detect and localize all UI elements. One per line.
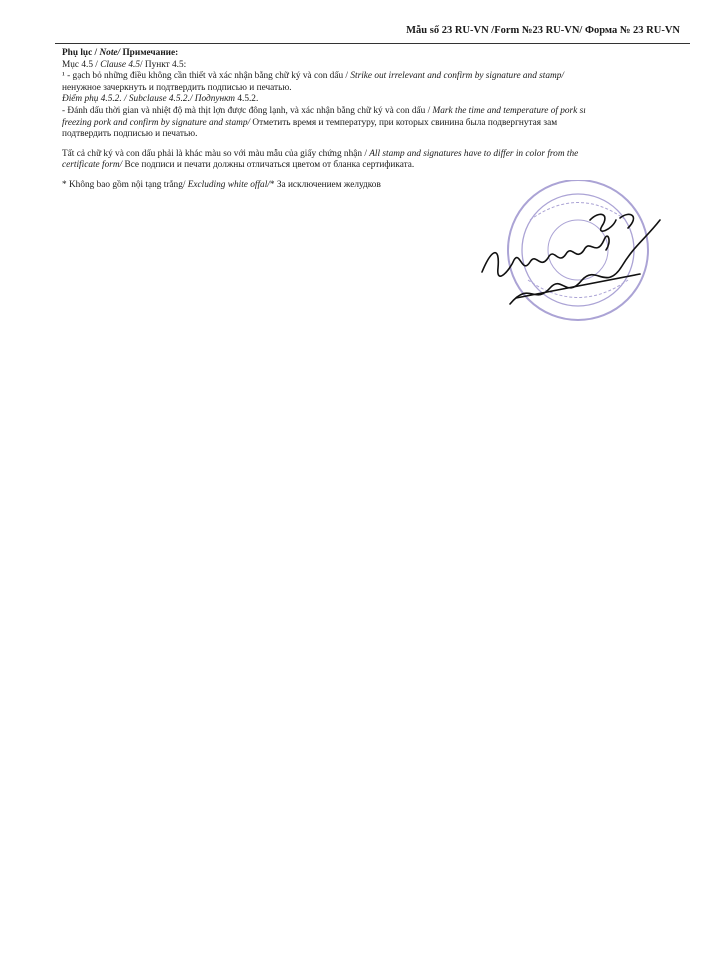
color-line [62,149,702,161]
subclause-line [62,94,702,106]
mark-line-3 [62,129,702,141]
mark-ru-2: подтвердить подписью и печатью. [62,129,198,140]
offal-vn: * Không bao gồm nội tạng trắng/ [62,179,188,190]
color-vn: Tất cả chữ ký và con dấu phải là khác màu so với màu mẫu của giấy chứng nhận / [62,148,370,159]
strike-line [62,71,702,83]
subclause-ru-num: 4.5.2. [235,94,259,105]
notes-title-en: Note/ [99,48,121,58]
subclause-vn: Điểm phụ 4.5.2. / [62,94,129,105]
subclause-en: Subclause 4.5.2./ [128,94,195,105]
notes-section [62,48,702,192]
notes-title-ru: Примечание: [120,48,179,58]
header-divider [55,43,690,44]
mark-line-2 [62,118,702,130]
color-line-2 [62,160,702,172]
strike-en: Strike out irrelevant and confirm by signature and stamp/ [350,71,564,82]
subclause-ru-label: Подпункт [194,94,236,105]
strike-marker: ¹ [62,71,65,82]
strike-ru: ненужное зачеркнуть и подтвердить подписью и печатью. [62,82,292,93]
color-en-1: All stamp and signatures have to differ in color from the [369,148,579,159]
notes-title-vn: Phụ lục / [62,48,100,58]
form-number-header: Mẫu số 23 RU-VN /Form №23 RU-VN/ Форма № 23 RU-VN [406,25,680,36]
official-stamp-icon [470,180,670,350]
mark-vn: - Đánh dấu thời gian và nhiệt độ mà thịt lợn được đông lạnh, và xác nhận bằng chữ ký và con dấu / [62,105,433,116]
mark-ru-1: Отметить время и температуру, при которых свинина была подвергнутая зам [250,117,558,128]
clause-line [62,60,702,72]
color-ru: Все подписи и печати должны отличаться цветом от бланка сертификата. [122,160,415,171]
mark-en-2: freezing pork and confirm by signature and stamp/ [62,117,251,128]
offal-en: Excluding white offal/ [187,179,270,190]
color-en-2: certificate form/ [62,160,123,171]
strike-ru-line [62,83,702,95]
mark-line [62,106,702,118]
clause-ru: / Пункт 4.5: [140,59,187,70]
mark-en-1: Mark the time and temperature of pork sı [432,105,586,116]
offal-ru: * За исключением желудков [269,179,381,190]
stamp-and-signature [470,180,670,350]
clause-vn: Mục 4.5 / [62,59,101,70]
notes-title [62,48,702,60]
strike-vn: - gạch bỏ những điều không cần thiết và xác nhận bằng chữ ký và con dấu / [64,71,351,82]
clause-en: Clause 4.5 [100,59,140,70]
